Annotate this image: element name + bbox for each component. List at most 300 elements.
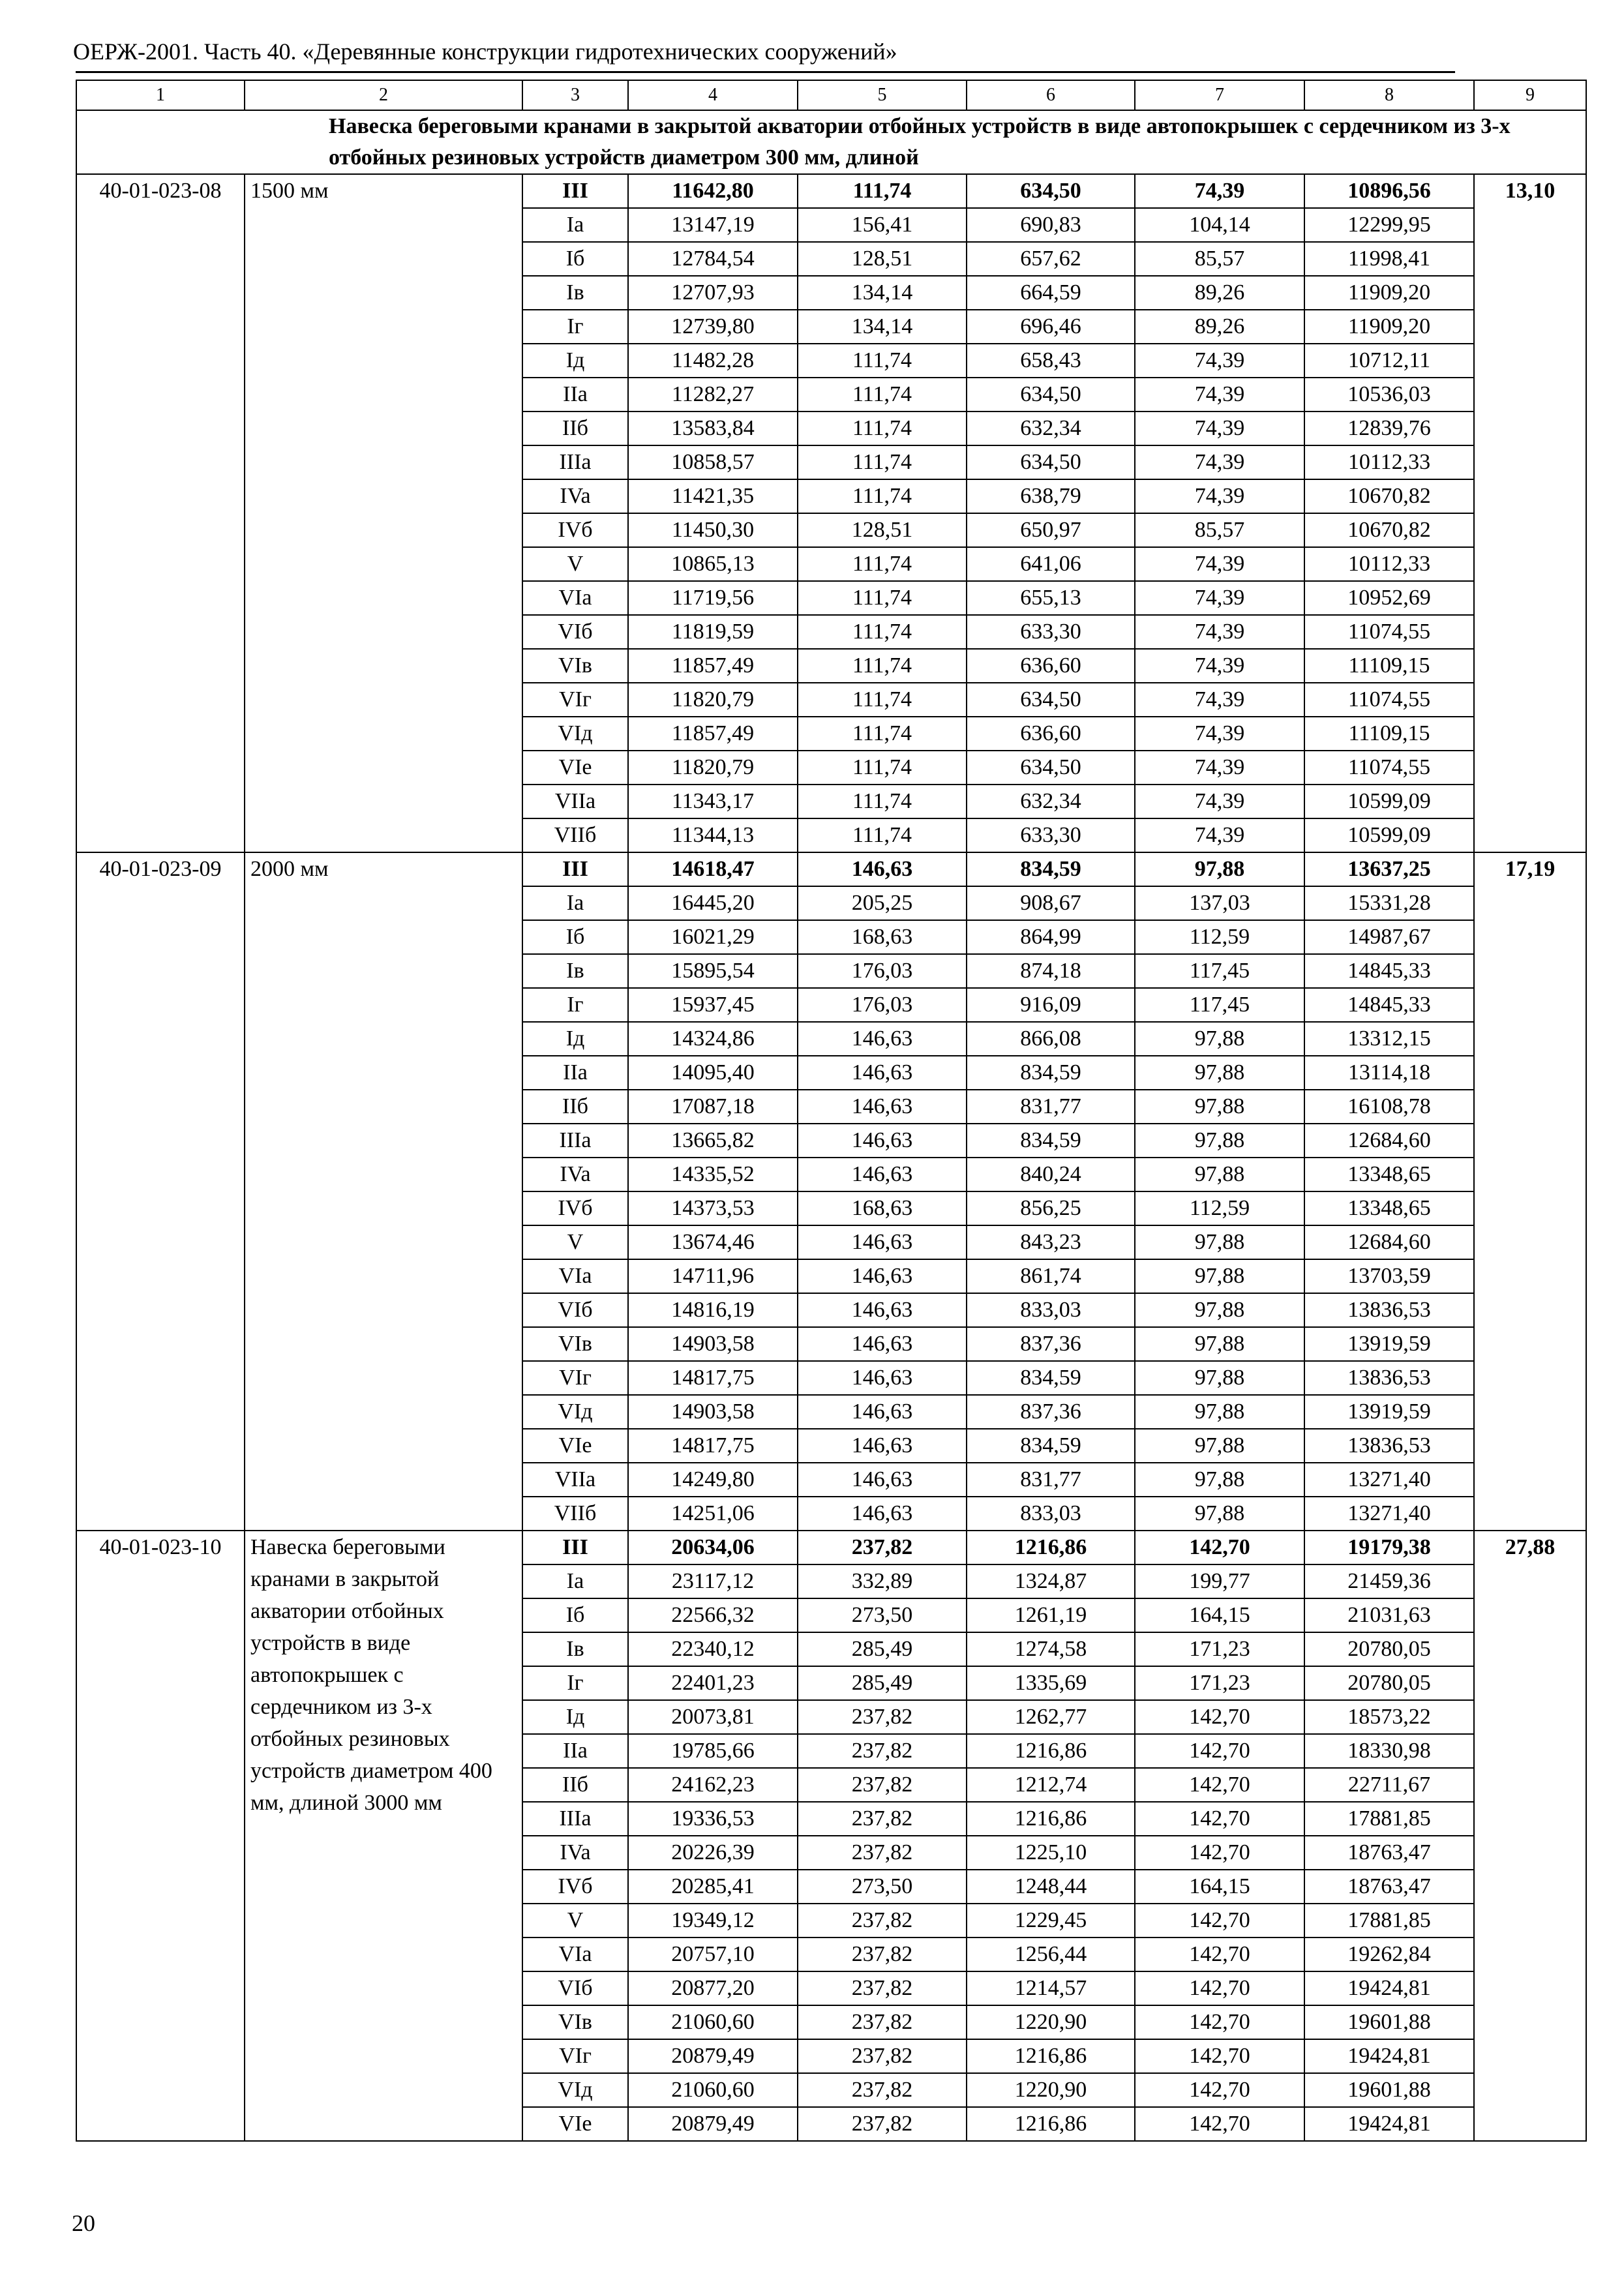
- total-cost: 11820,79: [628, 683, 798, 717]
- machinist-wages: 142,70: [1135, 1734, 1304, 1768]
- labor-cost: 332,89: [798, 1564, 967, 1598]
- materials-cost: 10599,09: [1304, 785, 1474, 818]
- rate-description: Навеска береговыми кранами в закрытой акватории отбойных устройств в виде автопокрышек с сердечником из 3-х отбойных резиновых устройств диаметром 400 мм, длиной 3000 мм: [245, 1531, 522, 2141]
- machinist-wages: 89,26: [1135, 310, 1304, 344]
- materials-cost: 11074,55: [1304, 683, 1474, 717]
- materials-cost: 13348,65: [1304, 1158, 1474, 1191]
- zone-code: VIIб: [522, 818, 628, 852]
- labor-cost: 237,82: [798, 1531, 967, 1564]
- machinist-wages: 142,70: [1135, 2005, 1304, 2039]
- rate-code: 40-01-023-08: [76, 174, 245, 852]
- materials-cost: 16108,78: [1304, 1090, 1474, 1124]
- zone-code: IVб: [522, 513, 628, 547]
- machinist-wages: 142,70: [1135, 2107, 1304, 2141]
- zone-code: VIг: [522, 2039, 628, 2073]
- materials-cost: 13919,59: [1304, 1327, 1474, 1361]
- total-cost: 11421,35: [628, 479, 798, 513]
- labor-cost: 146,63: [798, 1158, 967, 1191]
- total-cost: 12784,54: [628, 242, 798, 276]
- materials-cost: 17881,85: [1304, 1802, 1474, 1836]
- rate-description: 2000 мм: [245, 852, 522, 1531]
- zone-code: VIa: [522, 581, 628, 615]
- machine-cost: 633,30: [967, 615, 1135, 649]
- materials-cost: 13114,18: [1304, 1056, 1474, 1090]
- total-cost: 11719,56: [628, 581, 798, 615]
- machinist-wages: 74,39: [1135, 174, 1304, 208]
- machinist-wages: 171,23: [1135, 1666, 1304, 1700]
- machine-cost: 1216,86: [967, 2107, 1135, 2141]
- machine-cost: 657,62: [967, 242, 1135, 276]
- zone-code: VIIб: [522, 1497, 628, 1531]
- machine-cost: 833,03: [967, 1293, 1135, 1327]
- machine-cost: 1229,45: [967, 1904, 1135, 1937]
- column-number: 3: [522, 80, 628, 110]
- machine-cost: 831,77: [967, 1090, 1135, 1124]
- machinist-wages: 85,57: [1135, 513, 1304, 547]
- labor-cost: 111,74: [798, 547, 967, 581]
- rate-description: 1500 мм: [245, 174, 522, 852]
- materials-cost: 19424,81: [1304, 1971, 1474, 2005]
- total-cost: 11482,28: [628, 344, 798, 378]
- table-row: [76, 174, 1586, 208]
- zone-code: Iв: [522, 276, 628, 310]
- machine-cost: 834,59: [967, 1056, 1135, 1090]
- labor-cost: 146,63: [798, 1429, 967, 1463]
- machinist-wages: 97,88: [1135, 1056, 1304, 1090]
- zone-code: Iб: [522, 1598, 628, 1632]
- zone-code: VIг: [522, 1361, 628, 1395]
- materials-cost: 10670,82: [1304, 479, 1474, 513]
- machine-cost: 1220,90: [967, 2005, 1135, 2039]
- labor-cost: 134,14: [798, 310, 967, 344]
- machinist-wages: 117,45: [1135, 988, 1304, 1022]
- table-row: [76, 852, 1586, 886]
- zone-code: Iг: [522, 1666, 628, 1700]
- materials-cost: 18330,98: [1304, 1734, 1474, 1768]
- labor-cost: 237,82: [798, 2073, 967, 2107]
- labor-cost: 111,74: [798, 615, 967, 649]
- materials-cost: 12839,76: [1304, 411, 1474, 445]
- column-number: 2: [245, 80, 522, 110]
- zone-code: Iв: [522, 1632, 628, 1666]
- machinist-wages: 199,77: [1135, 1564, 1304, 1598]
- page-header-title: ОЕРЖ-2001. Часть 40. «Деревянные конструкции гидротехнических сооружений»: [73, 38, 897, 65]
- machine-cost: 1248,44: [967, 1870, 1135, 1904]
- total-cost: 22401,23: [628, 1666, 798, 1700]
- rate-code: 40-01-023-10: [76, 1531, 245, 2141]
- labor-cost: 237,82: [798, 1802, 967, 1836]
- materials-cost: 19179,38: [1304, 1531, 1474, 1564]
- machine-cost: 664,59: [967, 276, 1135, 310]
- machinist-wages: 142,70: [1135, 1768, 1304, 1802]
- zone-code: V: [522, 1904, 628, 1937]
- zone-code: Ia: [522, 1564, 628, 1598]
- zone-code: IVa: [522, 1158, 628, 1191]
- machinist-wages: 74,39: [1135, 411, 1304, 445]
- labor-hours: 17,19: [1474, 852, 1586, 1531]
- machine-cost: 1214,57: [967, 1971, 1135, 2005]
- zone-code: VIб: [522, 1293, 628, 1327]
- total-cost: 21060,60: [628, 2073, 798, 2107]
- machine-cost: 831,77: [967, 1463, 1135, 1497]
- labor-cost: 146,63: [798, 1327, 967, 1361]
- machine-cost: 1324,87: [967, 1564, 1135, 1598]
- labor-cost: 237,82: [798, 1734, 967, 1768]
- labor-cost: 168,63: [798, 920, 967, 954]
- labor-cost: 168,63: [798, 1191, 967, 1225]
- total-cost: 11642,80: [628, 174, 798, 208]
- column-number-row: [76, 80, 1586, 110]
- zone-code: IIa: [522, 1056, 628, 1090]
- zone-code: VIe: [522, 751, 628, 785]
- machine-cost: 634,50: [967, 683, 1135, 717]
- machine-cost: 634,50: [967, 445, 1135, 479]
- materials-cost: 19601,88: [1304, 2073, 1474, 2107]
- machinist-wages: 142,70: [1135, 1971, 1304, 2005]
- machine-cost: 1274,58: [967, 1632, 1135, 1666]
- total-cost: 15895,54: [628, 954, 798, 988]
- machinist-wages: 74,39: [1135, 785, 1304, 818]
- materials-cost: 18763,47: [1304, 1870, 1474, 1904]
- total-cost: 14903,58: [628, 1327, 798, 1361]
- total-cost: 14903,58: [628, 1395, 798, 1429]
- materials-cost: 13836,53: [1304, 1293, 1474, 1327]
- total-cost: 24162,23: [628, 1768, 798, 1802]
- zone-code: III: [522, 174, 628, 208]
- materials-cost: 13919,59: [1304, 1395, 1474, 1429]
- materials-cost: 10712,11: [1304, 344, 1474, 378]
- machinist-wages: 74,39: [1135, 717, 1304, 751]
- zone-code: Iв: [522, 954, 628, 988]
- machine-cost: 634,50: [967, 751, 1135, 785]
- machinist-wages: 97,88: [1135, 1463, 1304, 1497]
- labor-cost: 176,03: [798, 988, 967, 1022]
- machine-cost: 690,83: [967, 208, 1135, 242]
- total-cost: 14618,47: [628, 852, 798, 886]
- page-number: 20: [72, 2210, 95, 2236]
- column-number: 4: [628, 80, 798, 110]
- total-cost: 11344,13: [628, 818, 798, 852]
- total-cost: 13147,19: [628, 208, 798, 242]
- machine-cost: 634,50: [967, 378, 1135, 411]
- machinist-wages: 142,70: [1135, 1904, 1304, 1937]
- materials-cost: 11109,15: [1304, 649, 1474, 683]
- zone-code: Iд: [522, 1700, 628, 1734]
- machinist-wages: 97,88: [1135, 1327, 1304, 1361]
- machine-cost: 632,34: [967, 411, 1135, 445]
- machinist-wages: 97,88: [1135, 852, 1304, 886]
- zone-code: VIIa: [522, 785, 628, 818]
- zone-code: Iд: [522, 344, 628, 378]
- column-number: 1: [76, 80, 245, 110]
- total-cost: 11857,49: [628, 649, 798, 683]
- machine-cost: 1225,10: [967, 1836, 1135, 1870]
- materials-cost: 13836,53: [1304, 1361, 1474, 1395]
- total-cost: 19336,53: [628, 1802, 798, 1836]
- machine-cost: 1216,86: [967, 1734, 1135, 1768]
- column-number: 6: [967, 80, 1135, 110]
- machinist-wages: 97,88: [1135, 1395, 1304, 1429]
- column-number: 7: [1135, 80, 1304, 110]
- zone-code: VIв: [522, 649, 628, 683]
- labor-cost: 205,25: [798, 886, 967, 920]
- machine-cost: 916,09: [967, 988, 1135, 1022]
- rate-code: 40-01-023-09: [76, 852, 245, 1531]
- labor-hours: 27,88: [1474, 1531, 1586, 2141]
- zone-code: Iб: [522, 242, 628, 276]
- labor-cost: 237,82: [798, 1700, 967, 1734]
- materials-cost: 10952,69: [1304, 581, 1474, 615]
- machinist-wages: 89,26: [1135, 276, 1304, 310]
- total-cost: 12707,93: [628, 276, 798, 310]
- total-cost: 11857,49: [628, 717, 798, 751]
- materials-cost: 13836,53: [1304, 1429, 1474, 1463]
- materials-cost: 11998,41: [1304, 242, 1474, 276]
- total-cost: 10865,13: [628, 547, 798, 581]
- labor-cost: 146,63: [798, 1225, 967, 1259]
- total-cost: 22340,12: [628, 1632, 798, 1666]
- machine-cost: 636,60: [967, 717, 1135, 751]
- machine-cost: 634,50: [967, 174, 1135, 208]
- labor-cost: 273,50: [798, 1870, 967, 1904]
- machinist-wages: 142,70: [1135, 1937, 1304, 1971]
- zone-code: IIб: [522, 411, 628, 445]
- zone-code: IVб: [522, 1870, 628, 1904]
- table-row: [76, 1531, 1586, 1564]
- machinist-wages: 142,70: [1135, 1700, 1304, 1734]
- machinist-wages: 142,70: [1135, 2039, 1304, 2073]
- machinist-wages: 74,39: [1135, 547, 1304, 581]
- total-cost: 10858,57: [628, 445, 798, 479]
- section-title: Навеска береговыми кранами в закрытой акватории отбойных устройств в виде автопокрышек с сердечником из 3-х отбойных резиновых устройств диаметром 300 мм, длиной: [76, 110, 1586, 174]
- total-cost: 12739,80: [628, 310, 798, 344]
- machine-cost: 834,59: [967, 852, 1135, 886]
- labor-cost: 111,74: [798, 174, 967, 208]
- machinist-wages: 97,88: [1135, 1293, 1304, 1327]
- machinist-wages: 164,15: [1135, 1870, 1304, 1904]
- machine-cost: 834,59: [967, 1124, 1135, 1158]
- labor-cost: 176,03: [798, 954, 967, 988]
- zone-code: IIIa: [522, 1124, 628, 1158]
- machinist-wages: 112,59: [1135, 1191, 1304, 1225]
- total-cost: 20879,49: [628, 2039, 798, 2073]
- labor-cost: 285,49: [798, 1632, 967, 1666]
- machinist-wages: 97,88: [1135, 1158, 1304, 1191]
- materials-cost: 13312,15: [1304, 1022, 1474, 1056]
- materials-cost: 10670,82: [1304, 513, 1474, 547]
- total-cost: 19785,66: [628, 1734, 798, 1768]
- materials-cost: 14845,33: [1304, 988, 1474, 1022]
- rates-table: [76, 80, 1587, 2142]
- labor-cost: 146,63: [798, 1361, 967, 1395]
- machine-cost: 840,24: [967, 1158, 1135, 1191]
- labor-cost: 146,63: [798, 1090, 967, 1124]
- machinist-wages: 97,88: [1135, 1429, 1304, 1463]
- labor-cost: 273,50: [798, 1598, 967, 1632]
- zone-code: VIг: [522, 683, 628, 717]
- zone-code: III: [522, 1531, 628, 1564]
- labor-cost: 146,63: [798, 1463, 967, 1497]
- section-title-row: [76, 110, 1586, 174]
- labor-cost: 111,74: [798, 751, 967, 785]
- zone-code: Iг: [522, 988, 628, 1022]
- materials-cost: 14987,67: [1304, 920, 1474, 954]
- machine-cost: 1262,77: [967, 1700, 1135, 1734]
- machinist-wages: 171,23: [1135, 1632, 1304, 1666]
- labor-cost: 237,82: [798, 2039, 967, 2073]
- total-cost: 14095,40: [628, 1056, 798, 1090]
- materials-cost: 11074,55: [1304, 615, 1474, 649]
- machinist-wages: 74,39: [1135, 479, 1304, 513]
- total-cost: 20757,10: [628, 1937, 798, 1971]
- zone-code: VIIa: [522, 1463, 628, 1497]
- materials-cost: 13271,40: [1304, 1497, 1474, 1531]
- labor-cost: 146,63: [798, 1293, 967, 1327]
- total-cost: 11819,59: [628, 615, 798, 649]
- materials-cost: 19424,81: [1304, 2039, 1474, 2073]
- labor-cost: 128,51: [798, 242, 967, 276]
- machinist-wages: 142,70: [1135, 1531, 1304, 1564]
- machinist-wages: 142,70: [1135, 1802, 1304, 1836]
- materials-cost: 21031,63: [1304, 1598, 1474, 1632]
- materials-cost: 18573,22: [1304, 1700, 1474, 1734]
- total-cost: 11343,17: [628, 785, 798, 818]
- machine-cost: 638,79: [967, 479, 1135, 513]
- labor-cost: 237,82: [798, 1971, 967, 2005]
- total-cost: 14817,75: [628, 1361, 798, 1395]
- zone-code: Ia: [522, 886, 628, 920]
- materials-cost: 15331,28: [1304, 886, 1474, 920]
- total-cost: 11282,27: [628, 378, 798, 411]
- machinist-wages: 97,88: [1135, 1259, 1304, 1293]
- zone-code: Iб: [522, 920, 628, 954]
- total-cost: 20285,41: [628, 1870, 798, 1904]
- materials-cost: 10112,33: [1304, 445, 1474, 479]
- materials-cost: 13637,25: [1304, 852, 1474, 886]
- zone-code: IIIa: [522, 1802, 628, 1836]
- materials-cost: 14845,33: [1304, 954, 1474, 988]
- machinist-wages: 97,88: [1135, 1022, 1304, 1056]
- materials-cost: 18763,47: [1304, 1836, 1474, 1870]
- machinist-wages: 97,88: [1135, 1225, 1304, 1259]
- machinist-wages: 97,88: [1135, 1497, 1304, 1531]
- materials-cost: 10599,09: [1304, 818, 1474, 852]
- machine-cost: 874,18: [967, 954, 1135, 988]
- zone-code: IVa: [522, 479, 628, 513]
- zone-code: IVб: [522, 1191, 628, 1225]
- materials-cost: 10112,33: [1304, 547, 1474, 581]
- zone-code: IVa: [522, 1836, 628, 1870]
- total-cost: 21060,60: [628, 2005, 798, 2039]
- zone-code: VIд: [522, 2073, 628, 2107]
- table-body: [76, 80, 1586, 2141]
- labor-cost: 111,74: [798, 445, 967, 479]
- materials-cost: 11909,20: [1304, 310, 1474, 344]
- labor-cost: 156,41: [798, 208, 967, 242]
- machinist-wages: 74,39: [1135, 581, 1304, 615]
- materials-cost: 19601,88: [1304, 2005, 1474, 2039]
- machinist-wages: 104,14: [1135, 208, 1304, 242]
- machinist-wages: 117,45: [1135, 954, 1304, 988]
- machinist-wages: 74,39: [1135, 751, 1304, 785]
- labor-cost: 237,82: [798, 1836, 967, 1870]
- machine-cost: 696,46: [967, 310, 1135, 344]
- labor-cost: 111,74: [798, 378, 967, 411]
- machine-cost: 632,34: [967, 785, 1135, 818]
- machinist-wages: 74,39: [1135, 445, 1304, 479]
- materials-cost: 12299,95: [1304, 208, 1474, 242]
- machinist-wages: 74,39: [1135, 344, 1304, 378]
- total-cost: 11450,30: [628, 513, 798, 547]
- materials-cost: 11909,20: [1304, 276, 1474, 310]
- total-cost: 14251,06: [628, 1497, 798, 1531]
- zone-code: VIв: [522, 2005, 628, 2039]
- labor-cost: 237,82: [798, 1937, 967, 1971]
- machine-cost: 1212,74: [967, 1768, 1135, 1802]
- machine-cost: 833,03: [967, 1497, 1135, 1531]
- total-cost: 13674,46: [628, 1225, 798, 1259]
- machine-cost: 641,06: [967, 547, 1135, 581]
- total-cost: 20073,81: [628, 1700, 798, 1734]
- zone-code: VIe: [522, 2107, 628, 2141]
- labor-cost: 111,74: [798, 717, 967, 751]
- materials-cost: 10536,03: [1304, 378, 1474, 411]
- zone-code: VIa: [522, 1259, 628, 1293]
- materials-cost: 10896,56: [1304, 174, 1474, 208]
- labor-cost: 111,74: [798, 683, 967, 717]
- zone-code: VIe: [522, 1429, 628, 1463]
- machinist-wages: 85,57: [1135, 242, 1304, 276]
- total-cost: 20879,49: [628, 2107, 798, 2141]
- zone-code: IIIa: [522, 445, 628, 479]
- machine-cost: 1256,44: [967, 1937, 1135, 1971]
- machinist-wages: 74,39: [1135, 818, 1304, 852]
- total-cost: 23117,12: [628, 1564, 798, 1598]
- total-cost: 14373,53: [628, 1191, 798, 1225]
- machine-cost: 837,36: [967, 1327, 1135, 1361]
- total-cost: 14335,52: [628, 1158, 798, 1191]
- total-cost: 11820,79: [628, 751, 798, 785]
- machinist-wages: 112,59: [1135, 920, 1304, 954]
- machine-cost: 837,36: [967, 1395, 1135, 1429]
- materials-cost: 20780,05: [1304, 1666, 1474, 1700]
- machinist-wages: 74,39: [1135, 615, 1304, 649]
- machine-cost: 658,43: [967, 344, 1135, 378]
- materials-cost: 20780,05: [1304, 1632, 1474, 1666]
- total-cost: 14249,80: [628, 1463, 798, 1497]
- labor-cost: 146,63: [798, 1056, 967, 1090]
- machinist-wages: 164,15: [1135, 1598, 1304, 1632]
- labor-cost: 111,74: [798, 649, 967, 683]
- labor-cost: 146,63: [798, 852, 967, 886]
- materials-cost: 22711,67: [1304, 1768, 1474, 1802]
- materials-cost: 11109,15: [1304, 717, 1474, 751]
- machinist-wages: 142,70: [1135, 1836, 1304, 1870]
- machine-cost: 834,59: [967, 1361, 1135, 1395]
- machine-cost: 861,74: [967, 1259, 1135, 1293]
- labor-cost: 111,74: [798, 785, 967, 818]
- total-cost: 20634,06: [628, 1531, 798, 1564]
- machinist-wages: 74,39: [1135, 378, 1304, 411]
- labor-cost: 128,51: [798, 513, 967, 547]
- zone-code: IIa: [522, 378, 628, 411]
- zone-code: V: [522, 1225, 628, 1259]
- machinist-wages: 97,88: [1135, 1124, 1304, 1158]
- zone-code: VIб: [522, 615, 628, 649]
- machine-cost: 1220,90: [967, 2073, 1135, 2107]
- machine-cost: 1261,19: [967, 1598, 1135, 1632]
- machine-cost: 834,59: [967, 1429, 1135, 1463]
